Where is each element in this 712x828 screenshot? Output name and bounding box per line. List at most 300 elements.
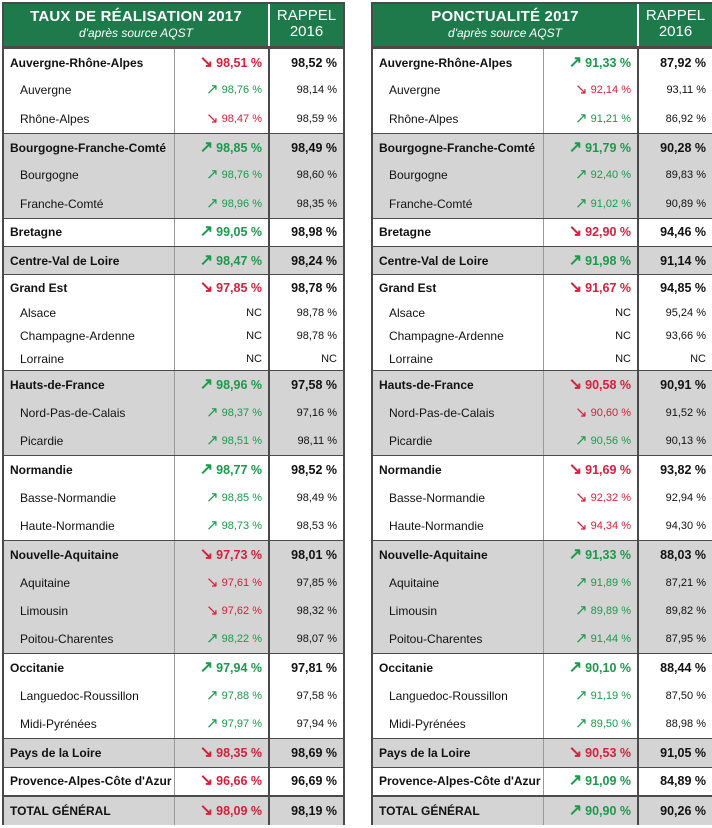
value-cell [544, 739, 639, 766]
row-label: Nouvelle-Aquitaine [373, 541, 544, 568]
value-cell [175, 739, 270, 766]
value-text: NC [246, 352, 262, 365]
subregion-row [373, 484, 712, 512]
value-text: 91,33 % [585, 55, 631, 70]
value-cell [544, 597, 639, 625]
subregion-row [373, 324, 712, 347]
table-body [373, 48, 712, 825]
trend-up-arrow-icon: ↗ [568, 772, 583, 790]
region-row [4, 455, 343, 483]
trend-up-arrow-icon: ↗ [568, 801, 583, 819]
row-label: Lorraine [373, 347, 544, 370]
value-cell [175, 301, 270, 324]
recall-value: 98,52 % [291, 55, 337, 70]
value-text: 91,02 % [590, 197, 631, 210]
value-text: 98,77 % [216, 462, 262, 477]
value-cell [175, 597, 270, 625]
subregion-row [4, 105, 343, 133]
region-row [373, 540, 712, 568]
recall-value: NC [690, 352, 706, 365]
recall-value: 98,24 % [291, 253, 337, 268]
recall-value: 98,11 % [297, 435, 337, 448]
value-text: 92,40 % [590, 169, 631, 182]
total-row [373, 795, 712, 825]
value-text: 90,53 % [585, 745, 631, 760]
recall-value: 98,60 % [296, 169, 337, 182]
table-header [4, 4, 343, 48]
trend-down-arrow-icon: ↘ [199, 743, 214, 761]
recall-value: 98,32 % [296, 604, 337, 617]
row-label: Bourgogne [4, 161, 175, 189]
value-cell [175, 541, 270, 568]
value-cell [544, 427, 639, 455]
table-title: TAUX DE RÉALISATION 2017 [30, 8, 242, 25]
trend-down-arrow-icon: ↘ [206, 601, 219, 619]
subregion-row [4, 189, 343, 217]
row-label: Occitanie [373, 654, 544, 681]
subregion-row [4, 347, 343, 370]
table-title: PONCTUALITÉ 2017 [431, 8, 579, 25]
row-label: Rhône-Alpes [4, 105, 175, 133]
row-label: Grand Est [4, 275, 175, 301]
row-label: Provence-Alpes-Côte d'Azur [4, 768, 175, 795]
subregion-row [4, 161, 343, 189]
recall-value: 86,92 % [665, 112, 706, 125]
value-text: 89,50 % [590, 718, 631, 731]
value-cell [175, 768, 270, 795]
value-text: 97,97 % [221, 718, 262, 731]
trend-up-arrow-icon: ↗ [575, 166, 588, 184]
trend-up-arrow-icon: ↗ [575, 109, 588, 127]
recall-value: 94,30 % [665, 520, 706, 532]
trend-up-arrow-icon: ↗ [575, 715, 588, 733]
value-text: 98,09 % [216, 803, 262, 818]
trend-up-arrow-icon: ↗ [206, 630, 219, 648]
recall-value: 93,82 % [660, 462, 706, 477]
value-cell [175, 625, 270, 653]
trend-down-arrow-icon: ↘ [206, 109, 219, 127]
value-cell [544, 247, 639, 274]
recall-value: 87,92 % [660, 55, 706, 70]
region-row [4, 246, 343, 274]
row-label: Franche-Comté [4, 189, 175, 217]
trend-up-arrow-icon: ↗ [575, 630, 588, 648]
trend-up-arrow-icon: ↗ [199, 138, 214, 156]
trend-up-arrow-icon: ↗ [199, 223, 214, 241]
row-label: Hauts-de-France [4, 371, 175, 398]
trend-up-arrow-icon: ↗ [568, 138, 583, 156]
subregion-row [4, 710, 343, 738]
row-label: Pays de la Loire [373, 739, 544, 766]
recall-value: 88,44 % [660, 660, 706, 675]
subregion-row [373, 301, 712, 324]
trend-up-arrow-icon: ↗ [568, 545, 583, 563]
row-label: Picardie [4, 427, 175, 455]
value-cell [544, 301, 639, 324]
value-text: 90,10 % [585, 660, 631, 675]
row-label: Pays de la Loire [4, 739, 175, 766]
recall-value: 89,82 % [665, 604, 706, 617]
recall-value: 94,85 % [660, 281, 706, 296]
value-text: 98,35 % [216, 745, 262, 760]
value-text: 89,89 % [590, 604, 631, 617]
subregion-row [373, 76, 712, 104]
value-text: 98,96 % [216, 378, 262, 393]
trend-up-arrow-icon: ↗ [199, 376, 214, 394]
row-label: Champagne-Ardenne [4, 324, 175, 347]
row-label: Aquitaine [4, 568, 175, 596]
value-cell [544, 541, 639, 568]
recall-header: RAPPEL 2016 [276, 7, 337, 40]
recall-value: 93,11 % [666, 84, 706, 97]
subregion-row [373, 682, 712, 710]
trend-down-arrow-icon: ↘ [199, 53, 214, 71]
row-label: Occitanie [4, 654, 175, 681]
value-cell [175, 512, 270, 540]
value-text: 96,66 % [216, 774, 262, 789]
value-text: 91,19 % [590, 689, 631, 702]
subregion-row [4, 512, 343, 540]
value-cell [544, 768, 639, 795]
value-cell [175, 399, 270, 427]
row-label: Midi-Pyrénées [373, 710, 544, 738]
trend-down-arrow-icon: ↘ [568, 743, 583, 761]
value-cell [175, 654, 270, 681]
table-title-block [373, 4, 639, 46]
value-text: 94,34 % [590, 520, 631, 532]
value-text: 98,47 % [216, 253, 262, 268]
recall-value: 95,24 % [665, 306, 706, 319]
trend-up-arrow-icon: ↗ [206, 686, 219, 704]
trend-up-arrow-icon: ↗ [575, 194, 588, 212]
row-label: Auvergne [4, 76, 175, 104]
value-text: 91,33 % [585, 547, 631, 562]
trend-up-arrow-icon: ↗ [206, 715, 219, 733]
recall-value: 97,58 % [296, 689, 337, 702]
region-row [373, 246, 712, 274]
value-text: 91,98 % [585, 253, 631, 268]
table-subtitle: d'après source AQST [448, 26, 562, 40]
punctuality-table [371, 2, 712, 825]
row-label: Franche-Comté [373, 189, 544, 217]
row-label: Nouvelle-Aquitaine [4, 541, 175, 568]
region-row [373, 767, 712, 795]
recall-value: 90,91 % [660, 378, 706, 393]
value-text: 92,90 % [585, 225, 631, 240]
trend-up-arrow-icon: ↗ [575, 432, 588, 450]
row-label: Normandie [4, 456, 175, 483]
recall-value: 90,13 % [665, 435, 706, 448]
row-label: Haute-Normandie [4, 512, 175, 540]
recall-value: 98,53 % [296, 520, 337, 532]
value-text: 98,76 % [221, 84, 262, 97]
value-text: 97,73 % [216, 547, 262, 562]
region-row [4, 767, 343, 795]
value-cell [175, 568, 270, 596]
value-text: 98,22 % [221, 633, 262, 646]
trend-up-arrow-icon: ↗ [575, 573, 588, 591]
row-label: Grand Est [373, 275, 544, 301]
recall-value: 97,81 % [291, 660, 337, 675]
value-cell [175, 189, 270, 217]
value-text: 99,05 % [216, 225, 262, 240]
completion-rate-table [2, 2, 345, 825]
trend-down-arrow-icon: ↘ [199, 279, 214, 297]
recall-value: 98,07 % [296, 633, 337, 646]
value-text: NC [615, 329, 631, 342]
table-title-block [4, 4, 270, 46]
recall-value: 91,14 % [660, 253, 706, 268]
value-text: 91,21 % [590, 112, 631, 125]
recall-value: NC [321, 352, 337, 365]
recall-value: 89,83 % [665, 169, 706, 182]
value-cell [544, 682, 639, 710]
region-row [373, 653, 712, 681]
value-cell [544, 347, 639, 370]
value-cell [544, 105, 639, 133]
value-cell [175, 456, 270, 483]
value-text: 91,69 % [585, 462, 631, 477]
recall-value: 87,95 % [665, 633, 706, 646]
region-row [4, 48, 343, 76]
value-text: 90,90 % [585, 803, 631, 818]
row-label: Picardie [373, 427, 544, 455]
value-cell [175, 682, 270, 710]
recall-value: 92,94 % [665, 491, 706, 504]
value-text: NC [246, 306, 262, 319]
value-cell [175, 134, 270, 161]
recall-value: 98,69 % [291, 745, 337, 760]
value-cell [175, 710, 270, 738]
trend-down-arrow-icon: ↘ [575, 403, 588, 421]
row-label: Lorraine [4, 347, 175, 370]
value-cell [175, 49, 270, 76]
row-label: Normandie [373, 456, 544, 483]
recall-value: 98,35 % [296, 197, 337, 210]
table-subtitle: d'après source AQST [79, 26, 193, 40]
recall-value: 90,28 % [660, 140, 706, 155]
row-label: Limousin [373, 597, 544, 625]
row-label: Alsace [4, 301, 175, 324]
value-text: 91,44 % [590, 633, 631, 646]
trend-up-arrow-icon: ↗ [206, 517, 219, 534]
value-text: 98,73 % [221, 520, 262, 532]
value-text: 97,85 % [216, 281, 262, 296]
value-text: 91,67 % [585, 281, 631, 296]
region-row [4, 218, 343, 246]
value-text: 98,51 % [216, 55, 262, 70]
trend-up-arrow-icon: ↗ [575, 686, 588, 704]
trend-up-arrow-icon: ↗ [206, 488, 219, 506]
value-cell [544, 399, 639, 427]
subregion-row [4, 399, 343, 427]
trend-down-arrow-icon: ↘ [568, 376, 583, 394]
recall-value: 84,89 % [660, 774, 706, 789]
recall-header: RAPPEL 2016 [645, 7, 706, 40]
value-cell [175, 247, 270, 274]
row-label: Alsace [373, 301, 544, 324]
trend-up-arrow-icon: ↗ [206, 194, 219, 212]
trend-down-arrow-icon: ↘ [199, 801, 214, 819]
recall-value: 98,49 % [291, 140, 337, 155]
region-row [373, 133, 712, 161]
subregion-row [373, 512, 712, 540]
value-cell [544, 512, 639, 540]
subregion-row [373, 347, 712, 370]
recall-value: 94,46 % [660, 225, 706, 240]
recall-value: 98,52 % [291, 462, 337, 477]
trend-up-arrow-icon: ↗ [206, 403, 219, 421]
row-label: Centre-Val de Loire [4, 247, 175, 274]
recall-value: 98,59 % [296, 112, 337, 125]
value-text: 91,79 % [585, 140, 631, 155]
recall-value: 98,98 % [291, 225, 337, 240]
trend-up-arrow-icon: ↗ [568, 53, 583, 71]
row-label: Rhône-Alpes [373, 105, 544, 133]
recall-value: 96,69 % [291, 774, 337, 789]
value-text: 91,09 % [585, 774, 631, 789]
region-row [4, 133, 343, 161]
recall-value: 87,50 % [665, 689, 706, 702]
table-body [4, 48, 343, 825]
row-label: Auvergne-Rhône-Alpes [373, 49, 544, 76]
recall-value: 88,98 % [665, 718, 706, 731]
recall-value: 98,01 % [291, 547, 337, 562]
trend-up-arrow-icon: ↗ [206, 432, 219, 450]
region-row [373, 455, 712, 483]
region-row [4, 540, 343, 568]
trend-up-arrow-icon: ↗ [568, 658, 583, 676]
value-cell [175, 371, 270, 398]
value-cell [175, 347, 270, 370]
value-text: NC [615, 306, 631, 319]
row-label: Poitou-Charentes [373, 625, 544, 653]
recall-value: 87,21 % [665, 576, 706, 589]
subregion-row [4, 568, 343, 596]
row-label: Provence-Alpes-Côte d'Azur [373, 768, 544, 795]
value-cell [544, 797, 639, 825]
value-text: 92,32 % [590, 491, 631, 504]
region-row [373, 370, 712, 398]
value-text: 90,56 % [590, 435, 631, 448]
total-row [4, 795, 343, 825]
row-label: Poitou-Charentes [4, 625, 175, 653]
row-label: Champagne-Ardenne [373, 324, 544, 347]
recall-value: 98,49 % [296, 491, 337, 504]
value-cell [175, 76, 270, 104]
trend-down-arrow-icon: ↘ [575, 488, 588, 506]
row-label: Auvergne [373, 76, 544, 104]
table-header [373, 4, 712, 48]
value-cell [544, 275, 639, 301]
value-cell [544, 654, 639, 681]
subregion-row [4, 625, 343, 653]
value-cell [544, 189, 639, 217]
value-cell [544, 161, 639, 189]
subregion-row [373, 105, 712, 133]
recall-value: 93,66 % [665, 329, 706, 342]
recall-value: 90,26 % [660, 803, 706, 818]
value-cell [544, 324, 639, 347]
row-label: Languedoc-Roussillon [4, 682, 175, 710]
subregion-row [4, 597, 343, 625]
value-cell [175, 484, 270, 512]
row-label: Bourgogne-Franche-Comté [4, 134, 175, 161]
value-text: 98,47 % [221, 112, 262, 125]
recall-value: 90,89 % [665, 197, 706, 210]
recall-value: 91,52 % [665, 406, 706, 419]
row-label: Centre-Val de Loire [373, 247, 544, 274]
recall-value: 91,05 % [660, 745, 706, 760]
subregion-row [4, 76, 343, 104]
subregion-row [4, 427, 343, 455]
value-text: 97,94 % [216, 660, 262, 675]
value-text: NC [615, 352, 631, 365]
trend-down-arrow-icon: ↘ [568, 279, 583, 297]
value-cell [544, 456, 639, 483]
trend-up-arrow-icon: ↗ [568, 251, 583, 269]
subregion-row [373, 161, 712, 189]
recall-value: 97,58 % [291, 378, 337, 393]
trend-up-arrow-icon: ↗ [199, 658, 214, 676]
recall-value: 98,78 % [296, 329, 337, 342]
trend-up-arrow-icon: ↗ [199, 251, 214, 269]
value-cell [175, 797, 270, 825]
row-label: Nord-Pas-de-Calais [373, 399, 544, 427]
value-cell [175, 427, 270, 455]
row-label: Aquitaine [373, 568, 544, 596]
row-label: Bretagne [373, 219, 544, 246]
value-text: 98,96 % [221, 197, 262, 210]
recall-value: 97,85 % [296, 576, 337, 589]
region-row [4, 738, 343, 766]
row-label: Auvergne-Rhône-Alpes [4, 49, 175, 76]
trend-up-arrow-icon: ↗ [199, 460, 214, 478]
trend-down-arrow-icon: ↘ [568, 223, 583, 241]
value-text: 97,61 % [221, 576, 262, 589]
recall-value: 97,94 % [296, 718, 337, 731]
row-label: Hauts-de-France [373, 371, 544, 398]
region-row [373, 48, 712, 76]
row-label: Basse-Normandie [373, 484, 544, 512]
subregion-row [4, 324, 343, 347]
trend-down-arrow-icon: ↘ [199, 545, 214, 563]
row-label: Haute-Normandie [373, 512, 544, 540]
row-label: Languedoc-Roussillon [373, 682, 544, 710]
value-cell [544, 134, 639, 161]
row-label: TOTAL GÉNÉRAL [4, 797, 175, 825]
value-cell [544, 49, 639, 76]
recall-value: 98,19 % [291, 803, 337, 818]
value-text: NC [246, 329, 262, 342]
value-text: 98,76 % [221, 169, 262, 182]
value-text: 97,88 % [221, 689, 262, 702]
row-label: Basse-Normandie [4, 484, 175, 512]
region-row [4, 653, 343, 681]
value-text: 90,60 % [590, 406, 631, 419]
subregion-row [373, 597, 712, 625]
value-text: 98,51 % [221, 435, 262, 448]
row-label: Midi-Pyrénées [4, 710, 175, 738]
row-label: Limousin [4, 597, 175, 625]
subregion-row [4, 301, 343, 324]
subregion-row [373, 710, 712, 738]
value-cell [175, 275, 270, 301]
subregion-row [373, 427, 712, 455]
recall-value: 98,14 % [296, 84, 337, 97]
trend-up-arrow-icon: ↗ [206, 81, 219, 99]
row-label: Nord-Pas-de-Calais [4, 399, 175, 427]
